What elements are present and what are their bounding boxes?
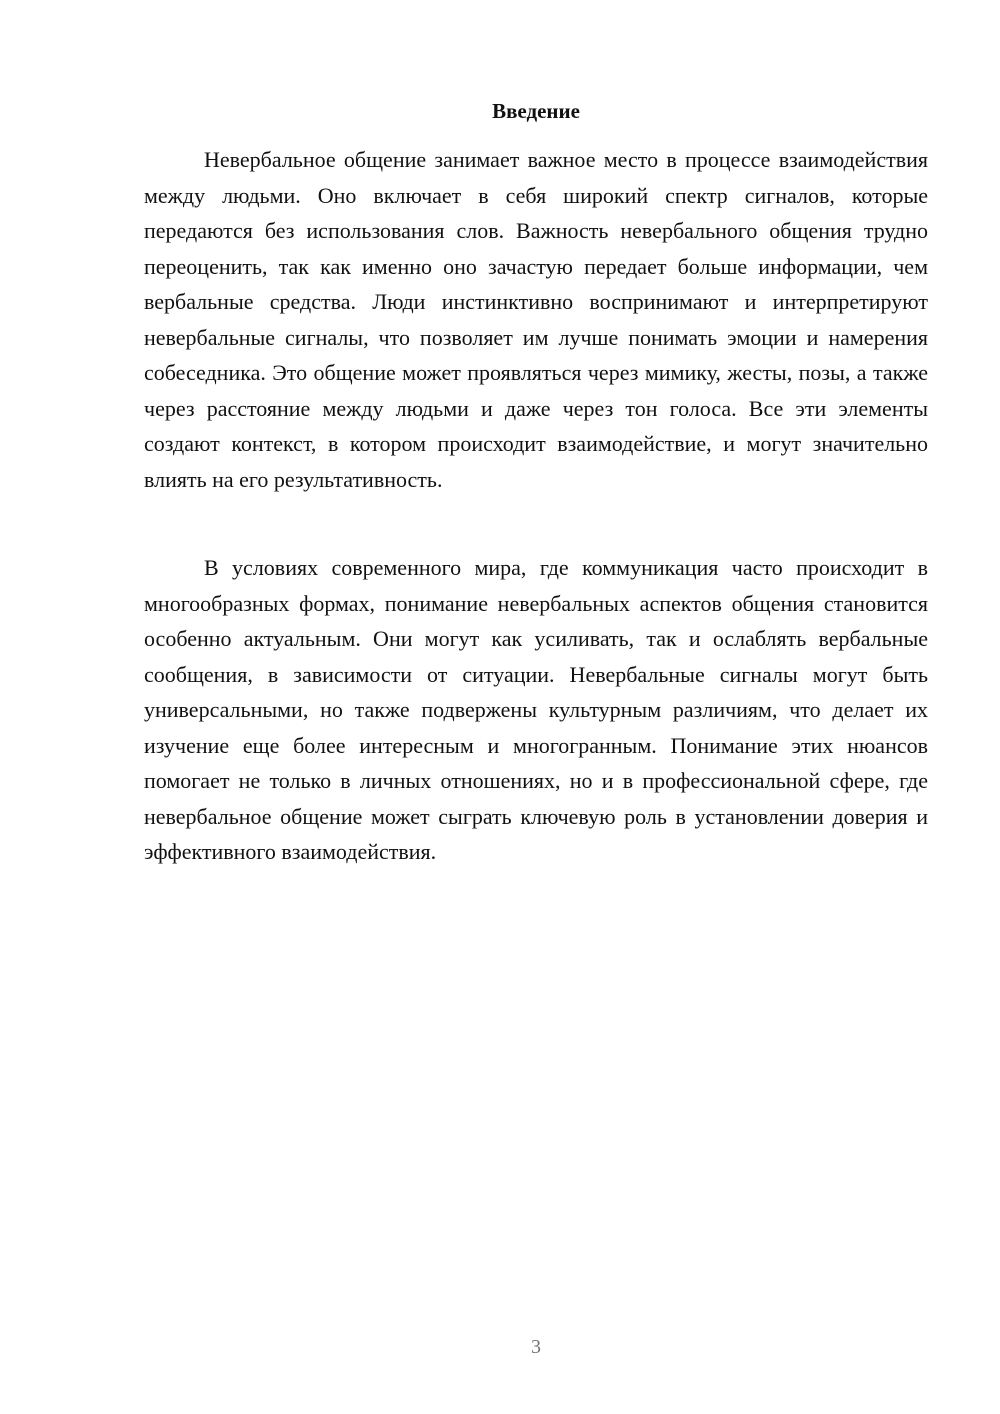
section-title: Введение [492,99,580,123]
paragraph-2: В условиях современного мира, где коммуникация часто происходит в многообразных формах, понимание невербальных аспектов общения становится особенно актуальным. Они могут как усиливать, так и ослаблять вербальные сообщения, в зависимости от ситуации. Невербальные сигналы могут быть универсальными, но также подвержены культурным различиям, что делает их изучение еще более интересным и многогранным. Понимание этих нюансов помогает не только в личных отношениях, но и в профессиональной сфере, где невербальное общение может сыграть ключевую роль в установлении доверия и эффективного взаимодействия. [144,555,928,864]
paragraph-1: Невербальное общение занимает важное место в процессе взаимодействия между людьми. Оно включает в себя широкий спектр сигналов, которые передаются без использования слов. Важность невербального общения трудно переоценить, так как именно оно зачастую передает больше информации, чем вербальные средства. Люди инстинктивно воспринимают и интерпретируют невербальные сигналы, что позволяет им лучше понимать эмоции и намерения собеседника. Это общение может проявляться через мимику, жесты, позы, а также через расстояние между людьми и даже через тон голоса. Все эти элементы создают контекст, в котором происходит взаимодействие, и могут значительно влиять на его результативность. [144,147,928,492]
page-number: 3 [531,1336,541,1358]
